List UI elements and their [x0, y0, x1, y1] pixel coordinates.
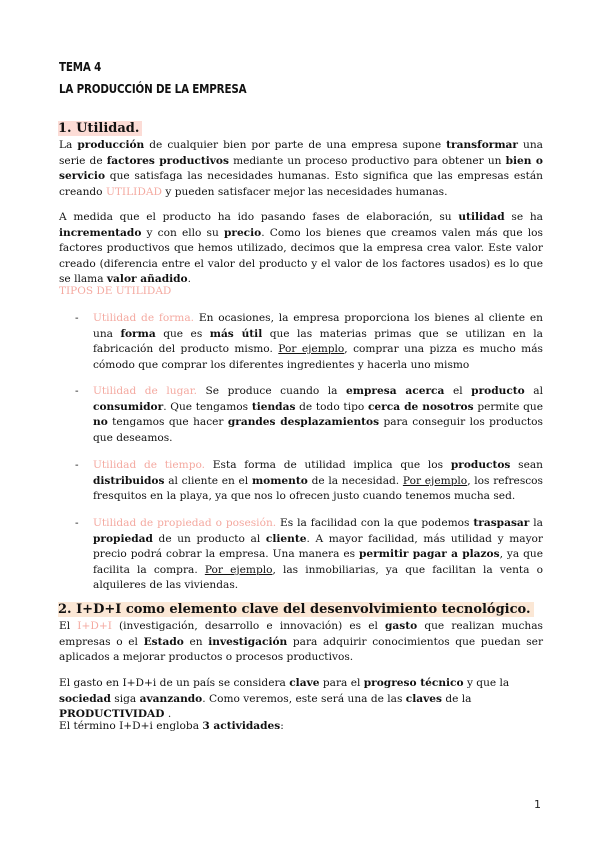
bullet-marker: -	[75, 517, 79, 529]
section-2-paragraph-2: El gasto en I+D+i de un país se considera clave para el progreso técnico y que la sociedad siga avanzando. Como veremos, este será una de las claves de la PRODUCTIVIDAD .	[59, 677, 510, 720]
section-2-heading: 2. I+D+I como elemento clave del desenvolvimiento tecnológico.	[58, 602, 534, 617]
section-2-paragraph-1: El I+D+I (investigación, desarrollo e innovación) es el gasto que realizan muchas empresas o el Estado en investigación para adquirir conocimientos que puedan ser aplicados a mejorar productos o procesos productivos.	[59, 620, 544, 663]
utilidad-forma-item: Utilidad de forma. En ocasiones, la empresa proporciona los bienes al cliente en una forma que es más útil que las materias primas que se utilizan en la fabricación del producto mismo. Por ejemplo, comprar una pizza es mucho más cómodo que comprar los diferentes ingredientes y hacerla uno mismo	[93, 312, 543, 371]
bullet-marker: -	[75, 312, 79, 324]
utilidad-lugar-item: Utilidad de lugar. Se produce cuando la empresa acerca el producto al consumidor. Que tengamos tiendas de todo tipo cerca de nosotros permite que no tengamos que hacer grandes desplazamientos para conseguir los productos que deseamos.	[93, 385, 543, 444]
section-1-heading: 1. Utilidad.	[58, 121, 142, 136]
utilidad-propiedad-item: Utilidad de propiedad o posesión. Es la facilidad con la que podemos traspasar la propiedad de un producto al cliente. A mayor facilidad, más utilidad y mayor precio podrá cobrar la empresa. Una manera es permitir pagar a plazos, ya que facilita la compra. Por ejemplo, las inmobiliarias, ya que facilitan la venta o alquileres de las viviendas.	[93, 517, 543, 591]
idi-highlight: I+D+I	[77, 620, 112, 632]
page-number: 1	[534, 798, 541, 811]
section-1-paragraph-2: A medida que el producto ha ido pasando fases de elaboración, su utilidad se ha incrementado y con ello su precio. Como los bienes que creamos valen más que los factores productivos que hemos utilizado, decimos que la empresa crea valor. Este valor creado (diferencia entre el valor del producto y el valor de los factores usados) es lo que se llama valor añadido.	[59, 211, 543, 285]
utilidad-tiempo-item: Utilidad de tiempo. Esta forma de utilidad implica que los productos sean distribuidos al cliente en el momento de la necesidad. Por ejemplo, los refrescos fresquitos en la playa, ya que nos lo ofrecen justo cuando tenemos mucha sed.	[93, 459, 543, 502]
document-title: LA PRODUCCIÓN DE LA EMPRESA	[59, 82, 247, 96]
utilidad-highlight: UTILIDAD	[105, 185, 162, 198]
bullet-marker: -	[75, 385, 79, 397]
tema-label: TEMA 4	[59, 60, 102, 74]
tipos-utilidad-heading: TIPOS DE UTILIDAD	[59, 285, 172, 297]
section-1-paragraph-1: La producción de cualquier bien por parte de una empresa supone transformar una serie de factores productivos mediante un proceso productivo para obtener un bien o servicio que satisfaga las necesidades humanas. Esto significa que las empresas están creando UTILIDAD y pueden satisfacer mejor las necesidades humanas.	[59, 139, 543, 198]
bullet-marker: -	[75, 459, 79, 471]
section-2-paragraph-3: El término I+D+i engloba 3 actividades:	[59, 720, 284, 732]
